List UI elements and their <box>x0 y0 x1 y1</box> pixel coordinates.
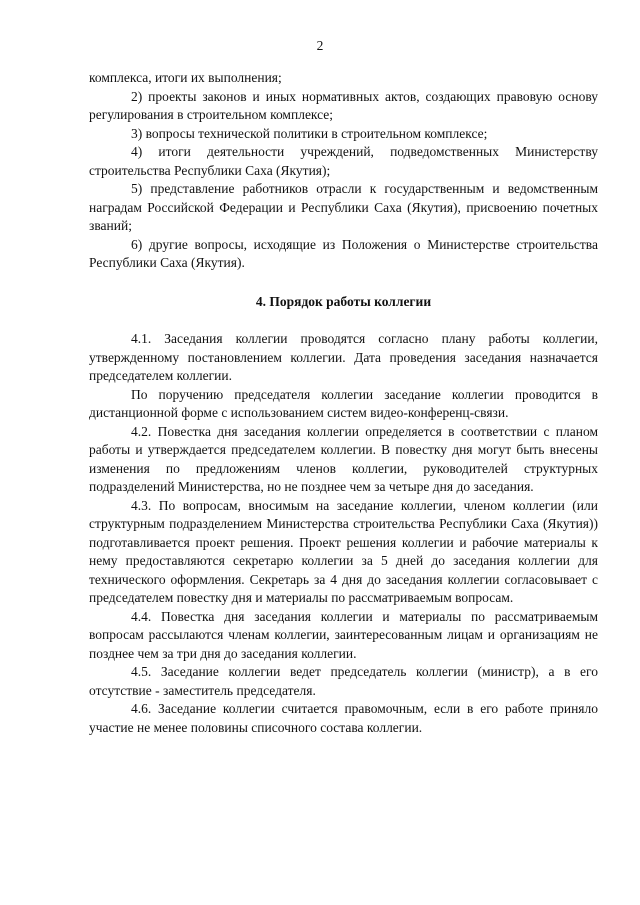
paragraph-4-5: 4.5. Заседание коллегии ведет председатель коллегии (министр), а в его отсутствие - заместитель председателя. <box>89 664 598 698</box>
list-item-5: 5) представление работников отрасли к государственным и ведомственным наградам Российской Федерации и Республики Саха (Якутия), присвоению почетных званий; <box>89 181 598 233</box>
paragraph-remote-meeting: По поручению председателя коллегии заседание коллегии проводится в дистанционной форме с использованием систем видео-конференц-связи. <box>89 386 598 420</box>
paragraph-4-4: 4.4. Повестка дня заседания коллегии и материалы по рассматриваемым вопросам рассылаются членам коллегии, заинтересованным лицам и организациям не позднее чем за три дня до заседания коллегии. <box>89 608 598 661</box>
list-item-6: 6) другие вопросы, исходящие из Положения о Министерстве строительства Республики Саха (Якутия). <box>89 236 598 270</box>
section-heading: 4. Порядок работы коллегии <box>255 293 432 309</box>
paragraph-4-3: 4.3. По вопросам, вносимым на заседание коллегии, членом коллегии (или структурным подразделением Министерства строительства Республики Саха (Якутия)) подготавливается проект решения. Проект решения коллегии и рабочие материалы к нему предоставляются секретарю коллегии за 5 дней до заседания коллегии для технического оформления. Секретарь за 4 дня до заседания коллегии согласовывает с председателем повестку дня и материалы по рассматриваемым вопросам. <box>89 497 598 605</box>
paragraph-4-2: 4.2. Повестка дня заседания коллегии определяется в соответствии с планом работы и утверждается председателем коллегии. В повестку дня могут быть внесены изменения по предложениям членов коллегии, руководителей структурных подразделений Министерства, но не позднее чем за четыре дня до заседания. <box>89 423 598 494</box>
list-item-continuation: комплекса, итоги их выполнения; <box>89 70 282 85</box>
paragraph-4-1: 4.1. Заседания коллегии проводятся согласно плану работы коллегии, утвержденному постановлением коллегии. Дата проведения заседания назначается председателем коллегии. <box>89 331 598 383</box>
list-item-3: 3) вопросы технической политики в строительном комплексе; <box>131 125 488 141</box>
paragraph-4-6: 4.6. Заседание коллегии считается правомочным, если в его работе приняло участие не менее половины списочного состава коллегии. <box>89 701 598 735</box>
page-number: 2 <box>316 38 324 53</box>
list-item-2: 2) проекты законов и иных нормативных актов, создающих правовую основу регулирования в строительном комплексе; <box>89 88 598 122</box>
list-item-4: 4) итоги деятельности учреждений, подведомственных Министерству строительства Республики Саха (Якутия); <box>89 144 598 178</box>
document-body <box>89 69 598 737</box>
